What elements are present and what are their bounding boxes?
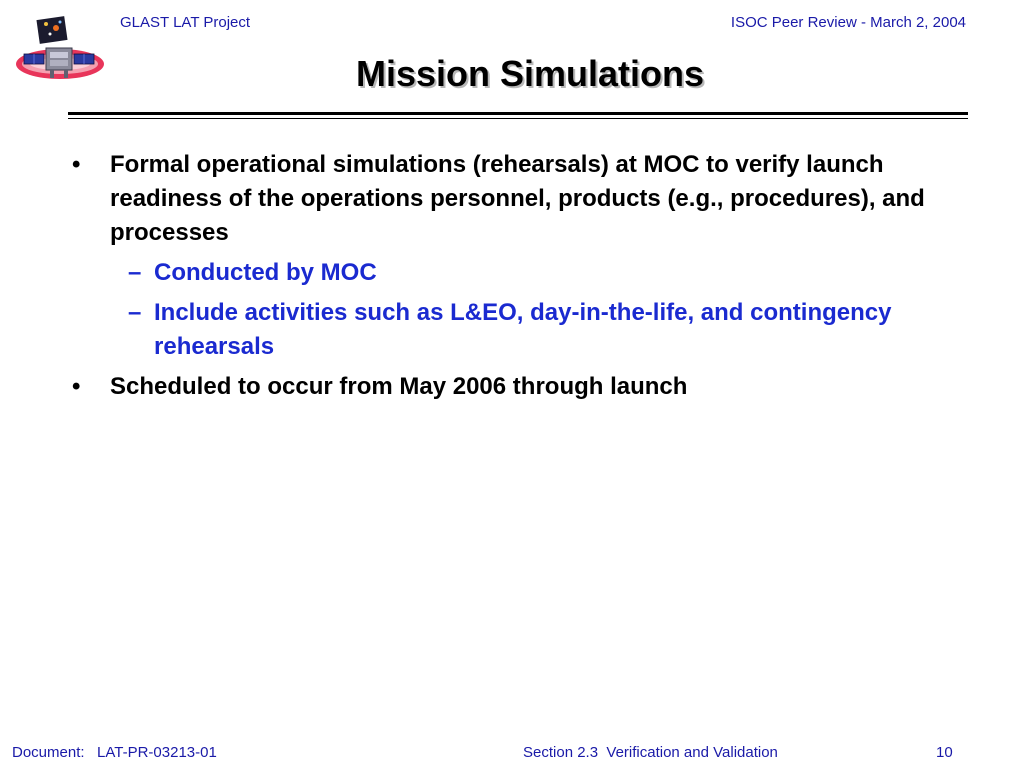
bullet-item xyxy=(0,148,1024,250)
dash-marker: – xyxy=(128,259,142,286)
slide-body xyxy=(0,148,1024,410)
bullet-item xyxy=(0,370,1024,404)
sub-bullet-text: Include activities such as L&EO, day-in-the-life, and contingency rehearsals xyxy=(154,299,892,360)
bullet-text: Formal operational simulations (rehearsals) at MOC to verify launch readiness of the operations personnel, products (e.g., procedures), and processes xyxy=(110,151,925,246)
bullet-text: Scheduled to occur from May 2006 through launch xyxy=(110,373,688,400)
sub-bullet-text: Conducted by MOC xyxy=(154,259,377,286)
slide-title: Mission Simulations xyxy=(355,53,705,94)
sub-bullet-item xyxy=(0,296,1024,364)
footer-section: Section 2.3 Verification and Validation xyxy=(523,744,778,761)
footer-page-number: 10 xyxy=(936,744,953,761)
title-divider-thin xyxy=(68,118,968,119)
bullet-marker: • xyxy=(72,373,81,400)
header-event: ISOC Peer Review - March 2, 2004 xyxy=(730,14,966,31)
bullet-marker: • xyxy=(72,151,81,178)
dash-marker: – xyxy=(128,299,142,326)
footer-document: Document: LAT-PR-03213-01 xyxy=(12,744,217,761)
header-project: GLAST LAT Project xyxy=(120,14,251,31)
title-divider-thick xyxy=(68,112,968,115)
sub-bullet-item xyxy=(0,256,1024,290)
